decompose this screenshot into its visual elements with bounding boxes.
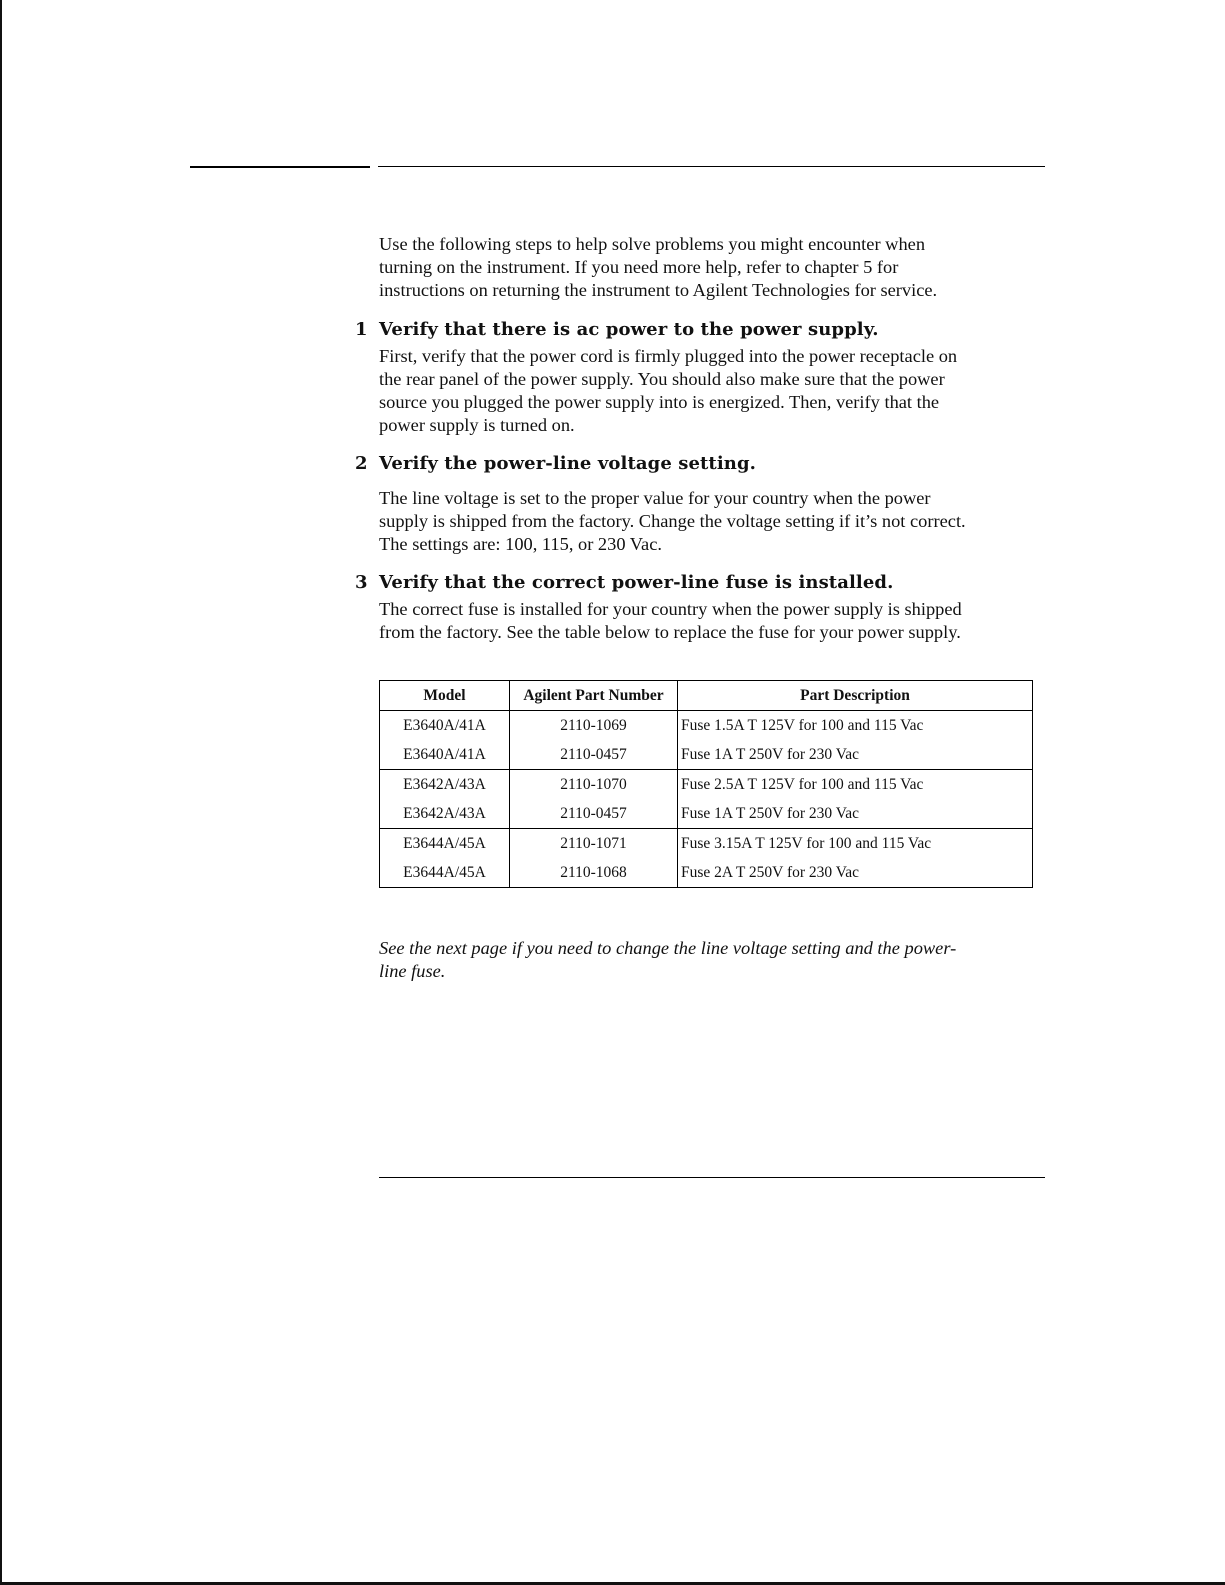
cell-description: Fuse 1A T 250V for 230 Vac bbox=[678, 799, 1033, 829]
note-line: See the next page if you need to change the line voltage setting and the power- bbox=[379, 938, 957, 958]
body-line: The line voltage is set to the proper value for your country when the power bbox=[379, 488, 931, 508]
header-model: Model bbox=[380, 681, 510, 711]
cell-model: E3642A/43A bbox=[380, 770, 510, 800]
cell-model: E3642A/43A bbox=[380, 799, 510, 829]
header-rule-right bbox=[378, 166, 1045, 167]
cell-description: Fuse 2A T 250V for 230 Vac bbox=[678, 858, 1033, 888]
cell-description: Fuse 1A T 250V for 230 Vac bbox=[678, 740, 1033, 770]
cell-part-number: 2110-1068 bbox=[510, 858, 678, 888]
body-line: from the factory. See the table below to replace the fuse for your power supply. bbox=[379, 622, 961, 642]
cell-model: E3644A/45A bbox=[380, 858, 510, 888]
step-title: Verify the power-line voltage setting. bbox=[379, 453, 757, 474]
header-rule-left bbox=[190, 166, 370, 168]
footer-rule bbox=[379, 1177, 1045, 1178]
body-line: supply is shipped from the factory. Change the voltage setting if it’s not correct. bbox=[379, 511, 966, 531]
cell-description: Fuse 2.5A T 125V for 100 and 115 Vac bbox=[678, 770, 1033, 800]
cell-model: E3640A/41A bbox=[380, 740, 510, 770]
cell-description: Fuse 3.15A T 125V for 100 and 115 Vac bbox=[678, 829, 1033, 859]
step-number: 3 bbox=[355, 572, 368, 593]
table-row bbox=[380, 829, 1033, 859]
intro-line: Use the following steps to help solve problems you might encounter when bbox=[379, 234, 926, 254]
table-row bbox=[380, 740, 1033, 770]
body-line: The settings are: 100, 115, or 230 Vac. bbox=[379, 534, 662, 554]
table-header-row bbox=[380, 681, 1033, 711]
body-line: source you plugged the power supply into is energized. Then, verify that the bbox=[379, 392, 940, 412]
body-line: power supply is turned on. bbox=[379, 415, 575, 435]
step-1-heading bbox=[355, 318, 879, 341]
step-number: 2 bbox=[355, 453, 368, 474]
cell-part-number: 2110-1069 bbox=[510, 711, 678, 741]
step-3-heading bbox=[355, 571, 893, 594]
step-2-body bbox=[379, 487, 1049, 556]
cell-part-number: 2110-0457 bbox=[510, 740, 678, 770]
header-part-number: Agilent Part Number bbox=[510, 681, 678, 711]
cell-model: E3644A/45A bbox=[380, 829, 510, 859]
step-number: 1 bbox=[355, 319, 368, 340]
header-part-description: Part Description bbox=[678, 681, 1033, 711]
step-title: Verify that there is ac power to the power supply. bbox=[379, 319, 879, 340]
note-line: line fuse. bbox=[379, 961, 446, 981]
body-line: the rear panel of the power supply. You should also make sure that the power bbox=[379, 369, 945, 389]
body-line: First, verify that the power cord is firmly plugged into the power receptacle on bbox=[379, 346, 958, 366]
cell-part-number: 2110-0457 bbox=[510, 799, 678, 829]
step-1-body bbox=[379, 345, 1049, 437]
cell-description: Fuse 1.5A T 125V for 100 and 115 Vac bbox=[678, 711, 1033, 741]
body-line: The correct fuse is installed for your country when the power supply is shipped bbox=[379, 599, 962, 619]
fuse-table bbox=[379, 680, 1033, 888]
table-row bbox=[380, 799, 1033, 829]
step-2-heading bbox=[355, 452, 756, 475]
step-title: Verify that the correct power-line fuse is installed. bbox=[379, 572, 894, 593]
cell-model: E3640A/41A bbox=[380, 711, 510, 741]
table-row bbox=[380, 770, 1033, 800]
table-row bbox=[380, 858, 1033, 888]
cell-part-number: 2110-1070 bbox=[510, 770, 678, 800]
intro-line: turning on the instrument. If you need more help, refer to chapter 5 for bbox=[379, 257, 899, 277]
step-3-body bbox=[379, 598, 1049, 644]
next-page-note bbox=[379, 937, 1049, 983]
cell-part-number: 2110-1071 bbox=[510, 829, 678, 859]
page-left-edge bbox=[0, 0, 2, 1585]
table-row bbox=[380, 711, 1033, 741]
intro-paragraph bbox=[379, 233, 1049, 302]
intro-line: instructions on returning the instrument to Agilent Technologies for service. bbox=[379, 280, 938, 300]
